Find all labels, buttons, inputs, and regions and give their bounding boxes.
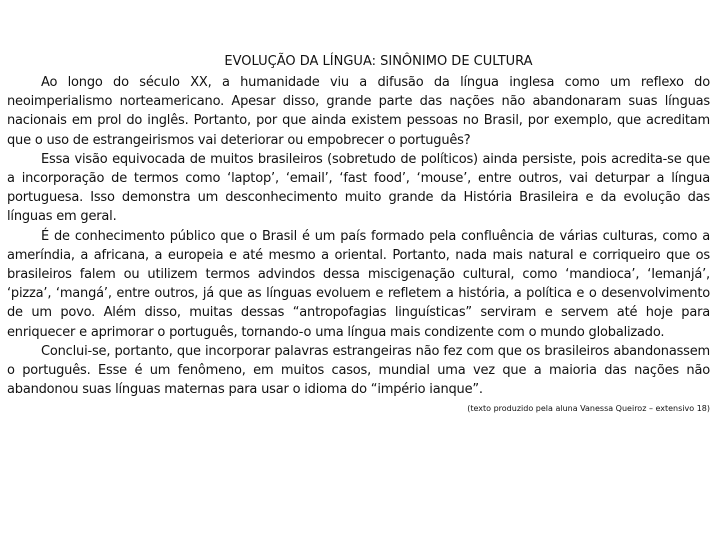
essay-paragraph-1: Ao longo do século XX, a humanidade viu a difusão da língua inglesa como um reflexo do neoimperialismo norteamericano. Apesar disso, grande parte das nações não abandonaram suas línguas nacionais em prol do inglês. Portanto, por que ainda existem pessoas no Brasil, por exemplo, que acreditam que o uso de estrangeirismos vai deteriorar ou empobrecer o português? <box>7 75 710 148</box>
essay-paragraph-4: Conclui-se, portanto, que incorporar palavras estrangeiras não fez com que os brasileiros abandonassem o português. Esse é um fenômeno, em muitos casos, mundial uma vez que a maioria das nações não abandonou suas línguas maternas para usar o idioma do “império ianque”. <box>7 343 710 398</box>
essay-page <box>7 53 710 415</box>
essay-title: EVOLUÇÃO DA LÍNGUA: SINÔNIMO DE CULTURA <box>224 54 533 69</box>
essay-paragraph-2: Essa visão equivocada de muitos brasileiros (sobretudo de políticos) ainda persiste, pois acredita-se que a incorporação de termos como ‘laptop’, ‘email’, ‘fast food’, ‘mouse’, entre outros, vai deturpar a língua portuguesa. Isso demonstra um desconhecimento muito grande da História Brasileira e da evolução das línguas em geral. <box>7 151 710 225</box>
author-credit: (texto produzido pela aluna Vanessa Queiroz – extensivo 18) <box>467 404 710 414</box>
essay-paragraph-3: É de conhecimento público que o Brasil é um país formado pela confluência de várias culturas, como a ameríndia, a africana, a europeia e até mesmo a oriental. Portanto, nada mais natural e corriqueiro que os brasileiros falem ou utilizem termos advindos dessa miscigenação cultural, como ‘mandioca’, ‘Iemanjá’, ‘pizza’, ‘mangá’, entre outros, já que as línguas evoluem e refletem a história, a política e o desenvolvimento de um povo. Além disso, muitas dessas “antropofagias linguísticas” serviram e servem até hoje para enriquecer e aprimorar o português, tornando-o uma língua mais condizente com o mundo globalizado. <box>7 228 710 340</box>
